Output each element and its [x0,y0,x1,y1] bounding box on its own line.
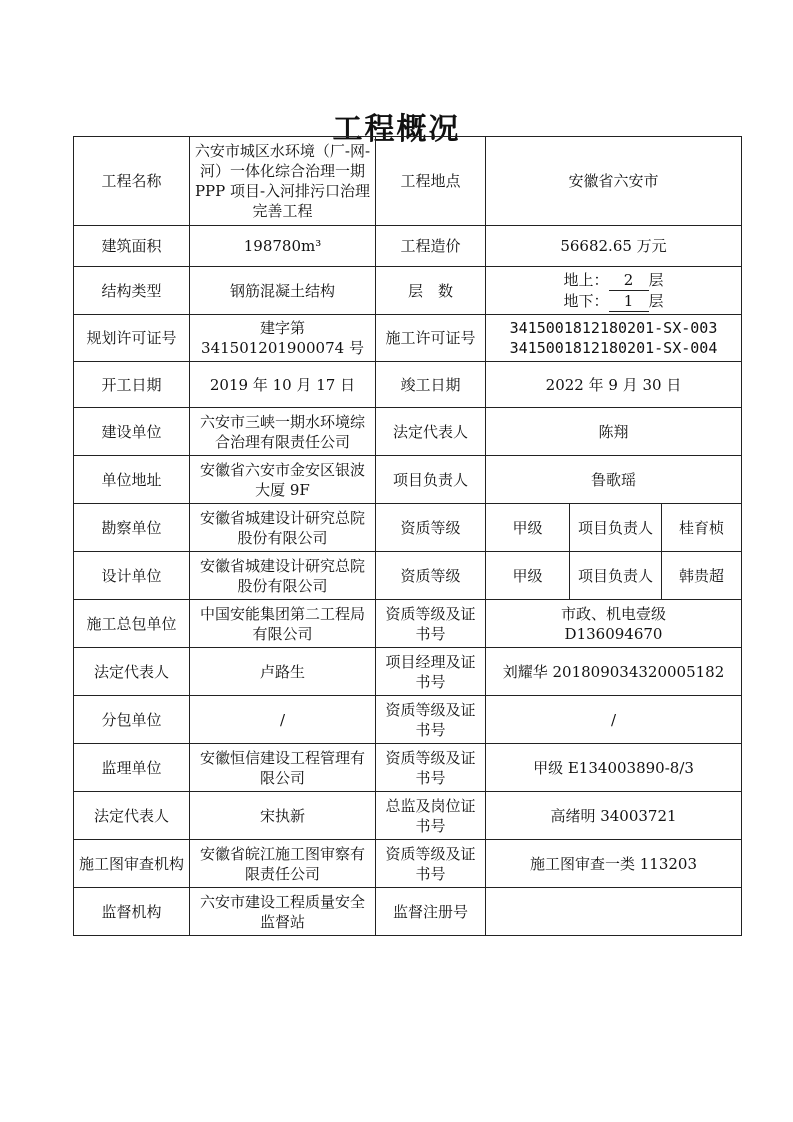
value-survey-unit: 安徽省城建设计研究总院股份有限公司 [190,504,376,552]
value-leader: 桂育桢 [662,504,742,552]
value-qualification-cert: 施工图审查一类 113203 [486,840,742,888]
value-subcontractor: / [190,696,376,744]
floors-below [490,291,737,312]
value-legal-rep: 陈翔 [486,408,742,456]
value-chief-supervisor-cert: 高绪明 34003721 [486,792,742,840]
label-qualification-cert: 资质等级及证书号 [376,600,486,648]
table-row [74,792,742,840]
value-start-date: 2019 年 10 月 17 日 [190,362,376,408]
label-registration-no: 监督注册号 [376,888,486,936]
label-qualification: 资质等级 [376,552,486,600]
table-row [74,137,742,226]
table-row [74,552,742,600]
label-floors: 层 数 [376,267,486,315]
label-supervision-agency: 监督机构 [74,888,190,936]
label-qualification-cert: 资质等级及证书号 [376,696,486,744]
value-project-location: 安徽省六安市 [486,137,742,226]
value-structure-type: 钢筋混凝土结构 [190,267,376,315]
construction-permit-1: 3415001812180201-SX-003 [509,319,718,337]
label-address: 单位地址 [74,456,190,504]
table-row [74,600,742,648]
label-project-name: 工程名称 [74,137,190,226]
table-row [74,504,742,552]
label-project-leader: 项目负责人 [376,456,486,504]
value-project-cost: 56682.65 万元 [486,226,742,267]
label-developer: 建设单位 [74,408,190,456]
floors-above-label: 地上： [563,270,609,289]
label-qualification: 资质等级 [376,504,486,552]
table-row [74,315,742,362]
value-general-contractor: 中国安能集团第二工程局有限公司 [190,600,376,648]
value-floors [486,267,742,315]
label-survey-unit: 勘察单位 [74,504,190,552]
table-row [74,648,742,696]
value-construction-permit [486,315,742,362]
table-row [74,362,742,408]
value-qualification: 甲级 [486,504,570,552]
table-row [74,408,742,456]
label-construction-permit: 施工许可证号 [376,315,486,362]
floors-unit: 层 [648,291,664,310]
label-supervisor: 监理单位 [74,744,190,792]
value-qualification-cert: / [486,696,742,744]
label-building-area: 建筑面积 [74,226,190,267]
label-start-date: 开工日期 [74,362,190,408]
value-completion-date: 2022 年 9 月 30 日 [486,362,742,408]
label-subcontractor: 分包单位 [74,696,190,744]
label-structure-type: 结构类型 [74,267,190,315]
label-legal-rep: 法定代表人 [376,408,486,456]
value-qualification-cert [486,600,742,648]
value-legal-rep: 卢路生 [190,648,376,696]
value-building-area: 198780m³ [190,226,376,267]
value-design-unit: 安徽省城建设计研究总院股份有限公司 [190,552,376,600]
table-row [74,696,742,744]
label-qualification-cert: 资质等级及证书号 [376,840,486,888]
label-leader: 项目负责人 [570,552,662,600]
value-leader: 韩贵超 [662,552,742,600]
value-supervision-agency: 六安市建设工程质量安全监督站 [190,888,376,936]
value-legal-rep: 宋执新 [190,792,376,840]
label-design-unit: 设计单位 [74,552,190,600]
value-planning-permit: 建字第 341501201900074 号 [190,315,376,362]
label-leader: 项目负责人 [570,504,662,552]
floors-unit: 层 [648,270,664,289]
floors-above [490,270,737,291]
contractor-grade: 市政、机电壹级 [561,604,667,623]
label-pm-cert: 项目经理及证书号 [376,648,486,696]
label-completion-date: 竣工日期 [376,362,486,408]
contractor-cert: D136094670 [564,624,663,643]
value-registration-no [486,888,742,936]
value-address: 安徽省六安市金安区银波大厦 9F [190,456,376,504]
table-row [74,267,742,315]
label-legal-rep: 法定代表人 [74,648,190,696]
page-title: 工程概况 [332,112,461,147]
label-planning-permit: 规划许可证号 [74,315,190,362]
floors-below-label: 地下： [563,291,609,310]
table-row [74,888,742,936]
value-qualification: 甲级 [486,552,570,600]
table-row [74,456,742,504]
construction-permit-2: 3415001812180201-SX-004 [509,339,718,357]
table-row [74,840,742,888]
table-row [74,744,742,792]
project-overview-table [73,136,742,936]
value-qualification-cert: 甲级 E134003890-8/3 [486,744,742,792]
label-project-location: 工程地点 [376,137,486,226]
table-row [74,226,742,267]
label-legal-rep: 法定代表人 [74,792,190,840]
floors-below-value: 1 [609,291,649,312]
value-project-leader: 鲁歌瑶 [486,456,742,504]
label-general-contractor: 施工总包单位 [74,600,190,648]
value-pm-cert: 刘耀华 201809034320005182 [486,648,742,696]
value-developer: 六安市三峡一期水环境综合治理有限责任公司 [190,408,376,456]
label-qualification-cert: 资质等级及证书号 [376,744,486,792]
value-project-name: 六安市城区水环境（厂-网-河）一体化综合治理一期 PPP 项目-入河排污口治理完善工程 [190,137,376,226]
label-project-cost: 工程造价 [376,226,486,267]
floors-above-value: 2 [609,270,649,291]
value-supervisor: 安徽恒信建设工程管理有限公司 [190,744,376,792]
value-drawing-review: 安徽省皖江施工图审察有限责任公司 [190,840,376,888]
label-drawing-review: 施工图审查机构 [74,840,190,888]
label-chief-supervisor-cert: 总监及岗位证书号 [376,792,486,840]
